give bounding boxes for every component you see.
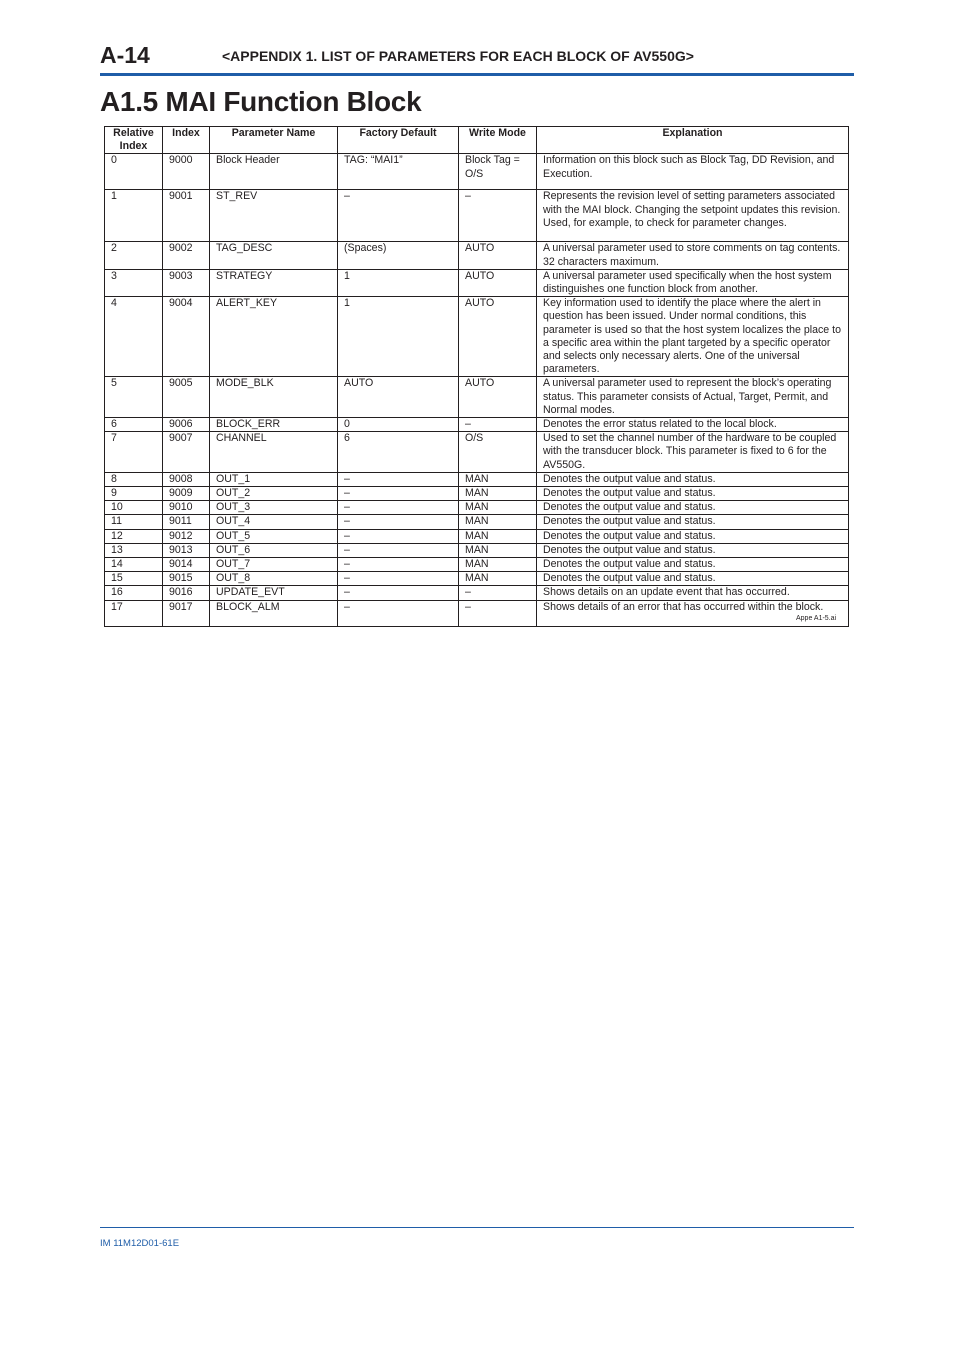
cell-parameter-name: OUT_1	[210, 472, 338, 486]
cell-relative-index: 8	[105, 472, 163, 486]
cell-relative-index: 17	[105, 600, 163, 626]
table-row	[105, 501, 849, 515]
cell-parameter-name: OUT_2	[210, 487, 338, 501]
table-row	[105, 572, 849, 586]
table-row	[105, 242, 849, 269]
cell-parameter-name: OUT_6	[210, 543, 338, 557]
cell-write-mode: AUTO	[459, 242, 537, 269]
chapter-title: <APPENDIX 1. LIST OF PARAMETERS FOR EACH BLOCK OF AV550G>	[222, 48, 694, 64]
cell-explanation: Denotes the output value and status.	[537, 487, 849, 501]
cell-index: 9005	[163, 377, 210, 418]
cell-explanation: A universal parameter used to store comments on tag contents. 32 characters maximum.	[537, 242, 849, 269]
cell-factory-default: –	[338, 529, 459, 543]
cell-parameter-name: ST_REV	[210, 190, 338, 242]
cell-factory-default: –	[338, 572, 459, 586]
cell-relative-index: 5	[105, 377, 163, 418]
cell-parameter-name: MODE_BLK	[210, 377, 338, 418]
cell-explanation: Used to set the channel number of the hardware to be coupled with the transducer block. This parameter is fixed to 6 for the AV550G.	[537, 432, 849, 473]
col-header-relative-index: Relative Index	[105, 127, 163, 154]
cell-factory-default: –	[338, 558, 459, 572]
cell-write-mode: MAN	[459, 543, 537, 557]
table-row	[105, 154, 849, 190]
table-row	[105, 487, 849, 501]
cell-parameter-name: UPDATE_EVT	[210, 586, 338, 600]
cell-explanation: Denotes the output value and status.	[537, 501, 849, 515]
cell-factory-default: –	[338, 487, 459, 501]
cell-index: 9017	[163, 600, 210, 626]
cell-relative-index: 2	[105, 242, 163, 269]
col-header-index: Index	[163, 127, 210, 154]
cell-relative-index: 4	[105, 297, 163, 377]
cell-factory-default: –	[338, 600, 459, 626]
cell-relative-index: 9	[105, 487, 163, 501]
cell-index: 9016	[163, 586, 210, 600]
cell-factory-default: (Spaces)	[338, 242, 459, 269]
cell-write-mode: MAN	[459, 572, 537, 586]
cell-relative-index: 15	[105, 572, 163, 586]
table-row	[105, 586, 849, 600]
cell-relative-index: 11	[105, 515, 163, 529]
cell-relative-index: 12	[105, 529, 163, 543]
cell-relative-index: 0	[105, 154, 163, 190]
cell-factory-default: –	[338, 586, 459, 600]
table-row	[105, 418, 849, 432]
col-header-write-mode: Write Mode	[459, 127, 537, 154]
cell-write-mode: MAN	[459, 472, 537, 486]
cell-factory-default: 1	[338, 269, 459, 296]
cell-index: 9015	[163, 572, 210, 586]
cell-parameter-name: BLOCK_ERR	[210, 418, 338, 432]
table-row	[105, 432, 849, 473]
cell-explanation: Denotes the output value and status.	[537, 543, 849, 557]
cell-explanation: Represents the revision level of setting parameters associated with the MAI block. Changing the setpoint updates this revision. Used, for example, to check for parameter changes.	[537, 190, 849, 242]
cell-explanation: Shows details of an error that has occurred within the block.	[537, 600, 849, 626]
cell-index: 9001	[163, 190, 210, 242]
col-header-factory-default: Factory Default	[338, 127, 459, 154]
cell-write-mode: –	[459, 600, 537, 626]
cell-parameter-name: OUT_3	[210, 501, 338, 515]
cell-explanation: Denotes the output value and status.	[537, 558, 849, 572]
cell-parameter-name: CHANNEL	[210, 432, 338, 473]
table-row	[105, 558, 849, 572]
cell-index: 9009	[163, 487, 210, 501]
table-body	[105, 154, 849, 626]
col-header-explanation: Explanation	[537, 127, 849, 154]
cell-write-mode: MAN	[459, 487, 537, 501]
cell-factory-default: 1	[338, 297, 459, 377]
cell-factory-default: –	[338, 190, 459, 242]
table-row	[105, 377, 849, 418]
cell-parameter-name: BLOCK_ALM	[210, 600, 338, 626]
table-row	[105, 600, 849, 626]
cell-index: 9002	[163, 242, 210, 269]
cell-write-mode: –	[459, 586, 537, 600]
parameter-table	[104, 126, 849, 627]
cell-explanation: Denotes the error status related to the local block.	[537, 418, 849, 432]
cell-write-mode: Block Tag = O/S	[459, 154, 537, 190]
cell-index: 9006	[163, 418, 210, 432]
cell-write-mode: AUTO	[459, 377, 537, 418]
document-id: IM 11M12D01-61E	[100, 1238, 180, 1249]
cell-write-mode: AUTO	[459, 297, 537, 377]
table-row	[105, 269, 849, 296]
cell-factory-default: –	[338, 501, 459, 515]
cell-index: 9010	[163, 501, 210, 515]
cell-index: 9014	[163, 558, 210, 572]
cell-parameter-name: ALERT_KEY	[210, 297, 338, 377]
cell-relative-index: 1	[105, 190, 163, 242]
cell-index: 9003	[163, 269, 210, 296]
cell-explanation: A universal parameter used to represent the block’s operating status. This parameter consists of Actual, Target, Permit, and Normal modes.	[537, 377, 849, 418]
page-number: A-14	[100, 42, 150, 68]
table-header-row	[105, 127, 849, 154]
cell-factory-default: 6	[338, 432, 459, 473]
cell-parameter-name: OUT_8	[210, 572, 338, 586]
header-divider	[100, 73, 854, 76]
cell-write-mode: –	[459, 190, 537, 242]
cell-factory-default: –	[338, 543, 459, 557]
cell-relative-index: 13	[105, 543, 163, 557]
cell-parameter-name: Block Header	[210, 154, 338, 190]
cell-factory-default: –	[338, 472, 459, 486]
cell-write-mode: MAN	[459, 501, 537, 515]
cell-factory-default: –	[338, 515, 459, 529]
figure-id: Appe A1-5.ai	[796, 615, 837, 622]
cell-write-mode: AUTO	[459, 269, 537, 296]
cell-factory-default: 0	[338, 418, 459, 432]
cell-explanation: Denotes the output value and status.	[537, 472, 849, 486]
cell-explanation: Denotes the output value and status.	[537, 572, 849, 586]
table-row	[105, 515, 849, 529]
table-row	[105, 190, 849, 242]
cell-index: 9012	[163, 529, 210, 543]
cell-index: 9008	[163, 472, 210, 486]
table-row	[105, 543, 849, 557]
cell-factory-default: AUTO	[338, 377, 459, 418]
cell-explanation: Shows details on an update event that has occurred.	[537, 586, 849, 600]
table-row	[105, 472, 849, 486]
cell-parameter-name: STRATEGY	[210, 269, 338, 296]
cell-index: 9007	[163, 432, 210, 473]
cell-explanation: Information on this block such as Block Tag, DD Revision, and Execution.	[537, 154, 849, 190]
cell-explanation: Denotes the output value and status.	[537, 515, 849, 529]
cell-relative-index: 16	[105, 586, 163, 600]
cell-write-mode: –	[459, 418, 537, 432]
cell-write-mode: MAN	[459, 529, 537, 543]
cell-factory-default: TAG: “MAI1”	[338, 154, 459, 190]
cell-parameter-name: OUT_4	[210, 515, 338, 529]
cell-write-mode: MAN	[459, 558, 537, 572]
cell-index: 9011	[163, 515, 210, 529]
cell-index: 9004	[163, 297, 210, 377]
cell-relative-index: 10	[105, 501, 163, 515]
cell-relative-index: 6	[105, 418, 163, 432]
cell-parameter-name: OUT_7	[210, 558, 338, 572]
table-row	[105, 529, 849, 543]
cell-parameter-name: OUT_5	[210, 529, 338, 543]
cell-write-mode: O/S	[459, 432, 537, 473]
section-title: A1.5 MAI Function Block	[100, 86, 422, 117]
table-row	[105, 297, 849, 377]
cell-parameter-name: TAG_DESC	[210, 242, 338, 269]
cell-explanation: Key information used to identify the place where the alert in question has been issued. Under normal conditions, this parameter is used so that the host system localizes the place to a specific area within the plant targeted by a specific operator and selects only necessary alerts. One of the universal parameters.	[537, 297, 849, 377]
cell-index: 9013	[163, 543, 210, 557]
cell-relative-index: 3	[105, 269, 163, 296]
cell-index: 9000	[163, 154, 210, 190]
cell-explanation: Denotes the output value and status.	[537, 529, 849, 543]
footer-divider	[100, 1227, 854, 1228]
cell-relative-index: 14	[105, 558, 163, 572]
cell-write-mode: MAN	[459, 515, 537, 529]
cell-relative-index: 7	[105, 432, 163, 473]
col-header-parameter-name: Parameter Name	[210, 127, 338, 154]
cell-explanation: A universal parameter used specifically when the host system distinguishes one function block from another.	[537, 269, 849, 296]
